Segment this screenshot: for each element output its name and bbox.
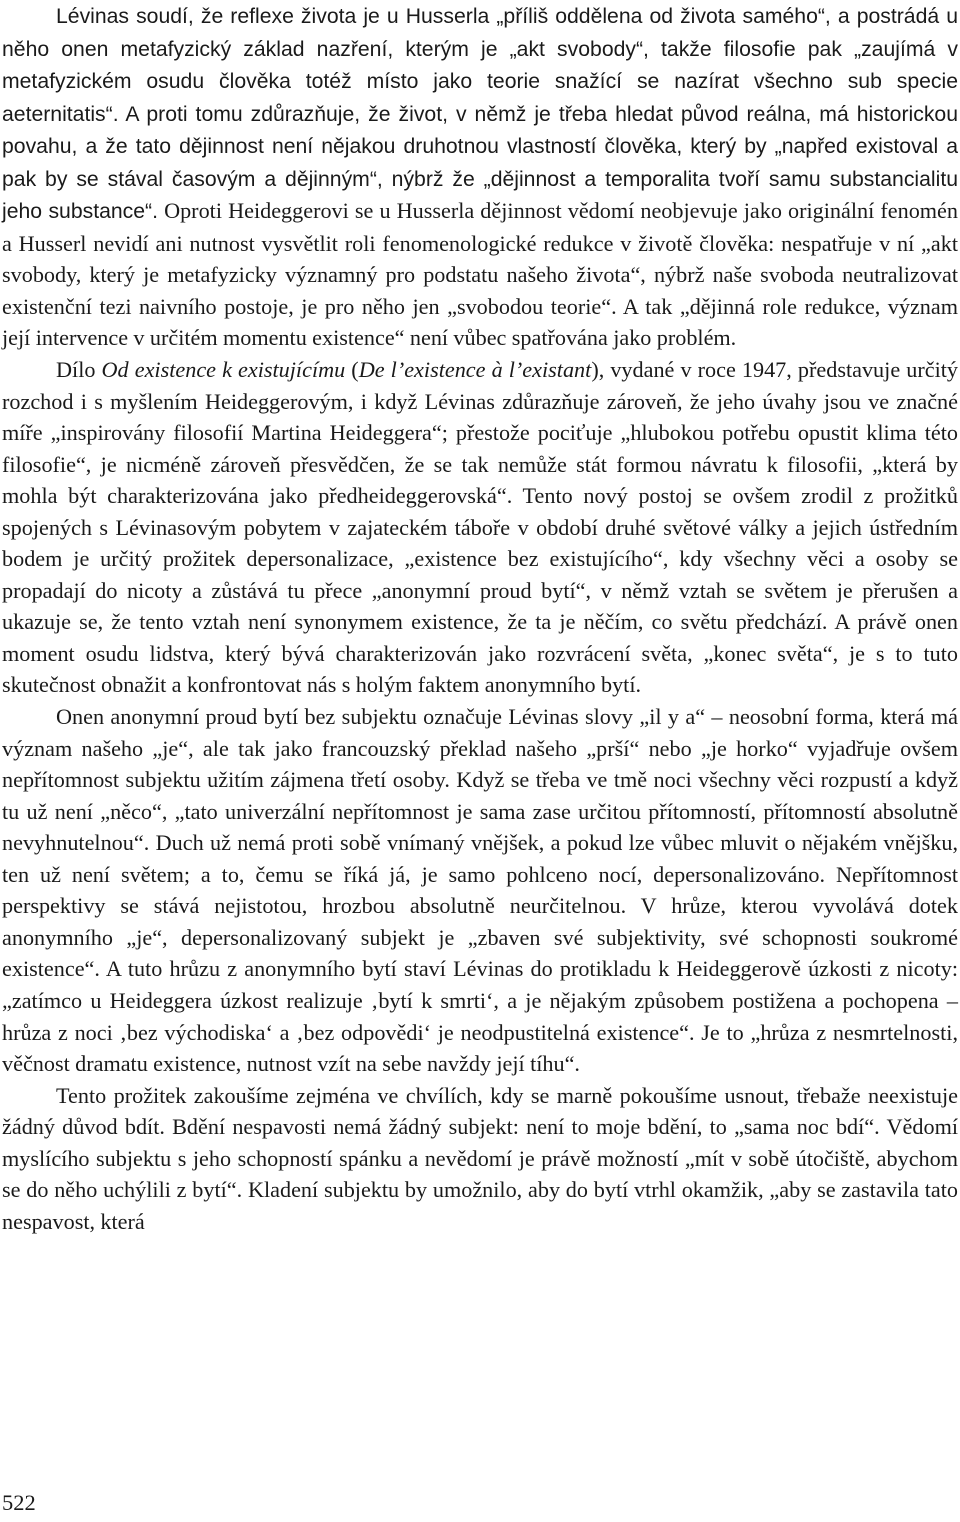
paragraph-2-segment-3: ( (345, 357, 359, 383)
paragraph-4 (2, 1080, 958, 1238)
paragraph-1 (2, 0, 958, 354)
paragraph-4-segment-1: Tento prožitek zakoušíme zejména ve chvílích, kdy se marně pokoušíme usnout, třebaže neexistuje žádný důvod bdít. Bdění nespavosti nemá žádný subjekt: není to moje bdění, to „sama noc bdí“. Vědomí myslícího subjektu s jeho schopností spánku a nevědomí je právě možností „mít v sobě útočiště, abychom se do něho uchýlili z bytí“. Kladení subjektu by umožnilo, aby do bytí vtrhl okamžik, „aby se zastavila tato nespavost, která (2, 1082, 958, 1234)
book-title-french: De l’existence à l’existant (358, 357, 592, 383)
paragraph-1-segment-3: Oproti Heideggerovi se u Husserla dějinnost vědomí neobjevuje jako originální fenomén a Husserl nevidí ani nutnost vysvětlit roli fenomenologické redukce v životě člověka: nespatřuje v ní „akt svobody, který je metafyzicky významný pro podstatu našeho života“, nýbrž naše svoboda neutralizovat existenční tezi naivního postoje, je pro něho jen „svobodou teorie“. A tak „dějinná role redukce, význam její intervence v určitém momentu existence“ není vůbec spatřována jako problém. (2, 198, 958, 351)
body-text (2, 0, 958, 1237)
book-title-czech: Od existence k existujícímu (101, 357, 346, 383)
paragraph-3-segment-1: Onen anonymní proud bytí bez subjektu označuje Lévinas slovy „il y a“ – neosobní forma, která má význam našeho „je“, ale tak jako francouzský překlad našeho „prší“ nebo „je horko“ vyjadřuje ovšem nepřítomnost subjektu užitím zájmena třetí osoby. Když se třeba ve tmě noci všechny věci rozpustí a když tu už není „něco“, „tato univerzální nepřítomnost je sama zase určitou přítomností, přítomností absolutně nevyhnutelnou“. Duch už nemá proti sobě vnímaný vnějšek, a pokud lze vůbec mluvit o nějakém vnějšku, ten už není světem; a to, čemu se říká já, je samo pohlceno nocí, depersonalizováno. Nepřítomnost perspektivy se stává nejistotou, hrozbou absolutně neurčitelnou. V hrůze, kterou vyvolává dotek anonymního „je“, depersonalizovaný subjekt je „zbaven své subjektivity, své schopnosti soukromé existence“. A tuto hrůzu z anonymního bytí staví Lévinas do protikladu k Heideggerově úzkosti z nicoty: „zatímco u Heideggera úzkost realizuje ‚bytí k smrti‘, a je nějakým způsobem postižena a pochopena – hrůza z noci ‚bez východiska‘ a ‚bez odpovědi‘ je neodpustitelná existence“. Je to „hrůza z nesmrtelnosti, věčnost dramatu existence, nutnost vzít na sebe navždy její tíhu“. (2, 704, 958, 1077)
paragraph-1-segment-1: Lévinas soudí, že reflexe života je u Husserla „příliš oddělena od života samého“, a postrádá u něho onen metafyzický základ nazření, kterým je „akt svobody“, takže filosofie pak „zaujímá v metafyzickém osudu člověka totéž místo jako teorie snažící se nazírat všechno sub specie aeternitatis“. (2, 5, 958, 126)
paragraph-2-segment-5: ), vydané v roce 1947, představuje určitý rozchod i s myšlením Heideggerovým, i když Lévinas zdůrazňuje zároveň, že jeho úvahy jsou ve značné míře „inspirovány filosofií Martina Heideggera“; přestože pociťuje „hlubokou potřebu opustit klima této filosofie“, je nicméně zároveň přesvědčen, že se tak nemůže stát formou návratu k filosofii, „která by mohla být charakterizována jako předheideggerovská“. Tento nový postoj se ovšem zrodil z prožitků spojených s Lévinasovým pobytem v zajateckém táboře v období druhé světové války a jejich ústředním bodem je určitý prožitek depersonalizace, „existence bez existujícího“, kdy všechny věci a osoby se propadají do nicoty a zůstává tu přece „anonymní proud bytí“, v němž vztah se světem je přerušen a ukazuje se, že tento vztah není synonymem existence, že ta je něčím, co světu předchází. A právě onen moment osudu lidstva, který bývá charakterizován jako rozvrácení světa, „konec světa“, je s to tuto skutečnost obnažit a konfrontovat nás s holým faktem anonymního bytí. (2, 357, 958, 698)
paragraph-2-segment-1: Dílo (56, 357, 102, 383)
paragraph-1-segment-2: A proti tomu zdůrazňuje, že život, v němž je třeba hledat původ reálna, má historickou povahu, a že tato dějinnost není nějakou druhotnou vlastností člověka, který by „napřed existoval a pak by se stával časovým a dějinným“, nýbrž že „dějinnost a temporalita tvoří samu substancialitu jeho substance“. (2, 102, 958, 224)
paragraph-2 (2, 354, 958, 701)
paragraph-3 (2, 701, 958, 1080)
page-number: 522 (2, 1490, 36, 1515)
